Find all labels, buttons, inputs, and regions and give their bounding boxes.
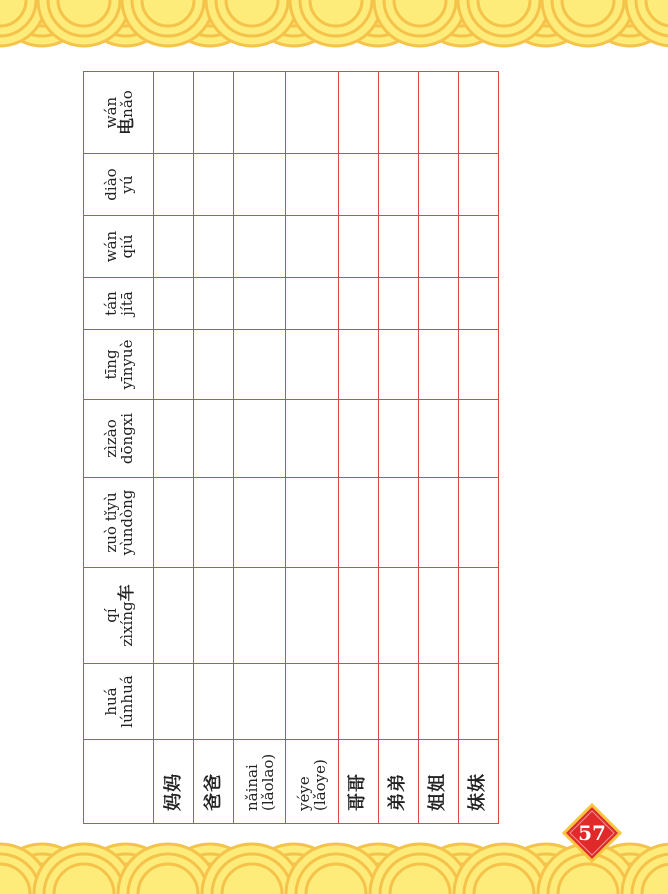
answer-cell[interactable] xyxy=(378,330,418,400)
answer-cell[interactable] xyxy=(338,664,378,740)
answer-cell[interactable] xyxy=(286,478,338,568)
answer-cell[interactable] xyxy=(154,400,194,478)
answer-cell[interactable] xyxy=(378,154,418,216)
column-header xyxy=(84,664,154,740)
answer-cell[interactable] xyxy=(194,154,234,216)
answer-cell[interactable] xyxy=(458,216,498,278)
answer-cell[interactable] xyxy=(458,400,498,478)
activity-table-container xyxy=(83,72,499,824)
answer-cell[interactable] xyxy=(378,664,418,740)
column-header xyxy=(84,154,154,216)
answer-cell[interactable] xyxy=(378,216,418,278)
answer-cell[interactable] xyxy=(194,568,234,664)
answer-cell[interactable] xyxy=(418,278,458,330)
table-row xyxy=(154,72,194,824)
row-label-hanzi: 妹妹 xyxy=(467,773,489,811)
column-header-line1: qí xyxy=(101,608,120,623)
row-label xyxy=(286,740,338,824)
answer-cell[interactable] xyxy=(338,400,378,478)
table-row xyxy=(194,72,234,824)
column-header-line1: wán xyxy=(101,230,120,263)
answer-cell[interactable] xyxy=(234,568,286,664)
row-label-pinyin: yéye xyxy=(294,776,313,811)
column-header-line1: tán xyxy=(101,291,120,316)
column-header-line2 xyxy=(116,72,137,153)
answer-cell[interactable] xyxy=(418,400,458,478)
answer-cell[interactable] xyxy=(154,478,194,568)
column-header-line2-text: qiú xyxy=(117,234,136,259)
header-row xyxy=(84,72,154,824)
column-header xyxy=(84,278,154,330)
column-header xyxy=(84,568,154,664)
row-label-hanzi: 妈妈 xyxy=(162,773,184,811)
answer-cell[interactable] xyxy=(234,154,286,216)
answer-cell[interactable] xyxy=(338,278,378,330)
answer-cell[interactable] xyxy=(286,216,338,278)
answer-cell[interactable] xyxy=(378,72,418,154)
row-label xyxy=(458,740,498,824)
column-header xyxy=(84,478,154,568)
answer-cell[interactable] xyxy=(338,154,378,216)
row-label-pinyin: nǎinai xyxy=(242,764,261,811)
row-label xyxy=(378,740,418,824)
answer-cell[interactable] xyxy=(458,478,498,568)
answer-cell[interactable] xyxy=(418,216,458,278)
row-label-hanzi: 爸爸 xyxy=(202,773,224,811)
answer-cell[interactable] xyxy=(286,72,338,154)
column-header-hanzi: 电 xyxy=(116,117,137,135)
column-header-line1: wán xyxy=(101,96,120,129)
column-header-line1: huá xyxy=(101,687,120,716)
row-label-pinyin-alt: (lǎoye) xyxy=(310,759,329,811)
column-header-line2 xyxy=(119,154,135,215)
answer-cell[interactable] xyxy=(418,154,458,216)
column-header-line2-text: jítā xyxy=(117,291,136,316)
column-header xyxy=(84,330,154,400)
column-header-line2 xyxy=(119,330,135,399)
row-label xyxy=(194,740,234,824)
column-header-line2 xyxy=(116,568,137,663)
answer-cell[interactable] xyxy=(194,664,234,740)
table-row xyxy=(458,72,498,824)
answer-cell[interactable] xyxy=(286,154,338,216)
column-header-line2-text: nǎo xyxy=(117,90,136,118)
answer-cell[interactable] xyxy=(194,400,234,478)
answer-cell[interactable] xyxy=(154,278,194,330)
page-number: 57 xyxy=(578,821,606,845)
answer-cell[interactable] xyxy=(234,400,286,478)
answer-cell[interactable] xyxy=(154,154,194,216)
answer-cell[interactable] xyxy=(338,72,378,154)
answer-cell[interactable] xyxy=(286,330,338,400)
row-label-pinyin-alt: (lǎolao) xyxy=(258,753,277,811)
answer-cell[interactable] xyxy=(286,664,338,740)
answer-cell[interactable] xyxy=(458,72,498,154)
answer-cell[interactable] xyxy=(194,216,234,278)
column-header-line1: tīng xyxy=(101,349,120,380)
column-header xyxy=(84,216,154,278)
column-header-line1: diào xyxy=(101,168,120,201)
row-label xyxy=(338,740,378,824)
answer-cell[interactable] xyxy=(338,330,378,400)
answer-cell[interactable] xyxy=(194,72,234,154)
answer-cell[interactable] xyxy=(234,478,286,568)
top-wave-border xyxy=(0,0,668,60)
answer-cell[interactable] xyxy=(458,568,498,664)
column-header-line2-text: lúnhuá xyxy=(117,675,136,728)
column-header-line2-text: yú xyxy=(117,175,136,194)
answer-cell[interactable] xyxy=(458,154,498,216)
row-label-hanzi: 弟弟 xyxy=(387,773,409,811)
column-header-line2-text: zìxíng xyxy=(117,601,136,647)
table-row xyxy=(234,72,286,824)
table-row xyxy=(378,72,418,824)
answer-cell[interactable] xyxy=(418,72,458,154)
answer-cell[interactable] xyxy=(154,216,194,278)
column-header-line2-text: yīnyuè xyxy=(117,339,136,390)
answer-cell[interactable] xyxy=(378,278,418,330)
row-label xyxy=(234,740,286,824)
row-label xyxy=(418,740,458,824)
answer-cell[interactable] xyxy=(458,278,498,330)
column-header-line2 xyxy=(119,400,135,477)
column-header xyxy=(84,72,154,154)
row-label-hanzi: 姐姐 xyxy=(427,773,449,811)
answer-cell[interactable] xyxy=(286,568,338,664)
table-row xyxy=(338,72,378,824)
answer-cell[interactable] xyxy=(234,664,286,740)
answer-cell[interactable] xyxy=(286,400,338,478)
answer-cell[interactable] xyxy=(418,568,458,664)
answer-cell[interactable] xyxy=(378,478,418,568)
answer-cell[interactable] xyxy=(194,478,234,568)
column-header-line1: zìzào xyxy=(101,419,120,458)
answer-cell[interactable] xyxy=(154,664,194,740)
column-header-line2 xyxy=(119,278,135,329)
answer-cell[interactable] xyxy=(234,216,286,278)
answer-cell[interactable] xyxy=(194,330,234,400)
column-header-line2-text: yùndòng xyxy=(117,489,136,556)
corner-cell xyxy=(84,740,154,824)
row-label xyxy=(154,740,194,824)
answer-cell[interactable] xyxy=(338,568,378,664)
column-header xyxy=(84,400,154,478)
column-header-line1: zuò tǐyù xyxy=(101,492,120,553)
activity-table xyxy=(83,71,499,824)
table-row xyxy=(286,72,338,824)
column-header-line2-text: dōngxi xyxy=(117,412,136,465)
column-header-hanzi: 车 xyxy=(116,584,137,602)
answer-cell[interactable] xyxy=(418,330,458,400)
answer-cell[interactable] xyxy=(154,72,194,154)
answer-cell[interactable] xyxy=(378,400,418,478)
table-row xyxy=(418,72,458,824)
answer-cell[interactable] xyxy=(418,664,458,740)
column-header-line2 xyxy=(119,478,135,567)
answer-cell[interactable] xyxy=(194,278,234,330)
answer-cell[interactable] xyxy=(378,568,418,664)
answer-cell[interactable] xyxy=(286,278,338,330)
answer-cell[interactable] xyxy=(338,216,378,278)
column-header-line2 xyxy=(119,664,135,739)
answer-cell[interactable] xyxy=(154,568,194,664)
answer-cell[interactable] xyxy=(458,664,498,740)
answer-cell[interactable] xyxy=(234,278,286,330)
answer-cell[interactable] xyxy=(418,478,458,568)
column-header-line2 xyxy=(119,216,135,277)
answer-cell[interactable] xyxy=(458,330,498,400)
answer-cell[interactable] xyxy=(234,330,286,400)
answer-cell[interactable] xyxy=(154,330,194,400)
answer-cell[interactable] xyxy=(338,478,378,568)
row-label-hanzi: 哥哥 xyxy=(347,773,369,811)
answer-cell[interactable] xyxy=(234,72,286,154)
